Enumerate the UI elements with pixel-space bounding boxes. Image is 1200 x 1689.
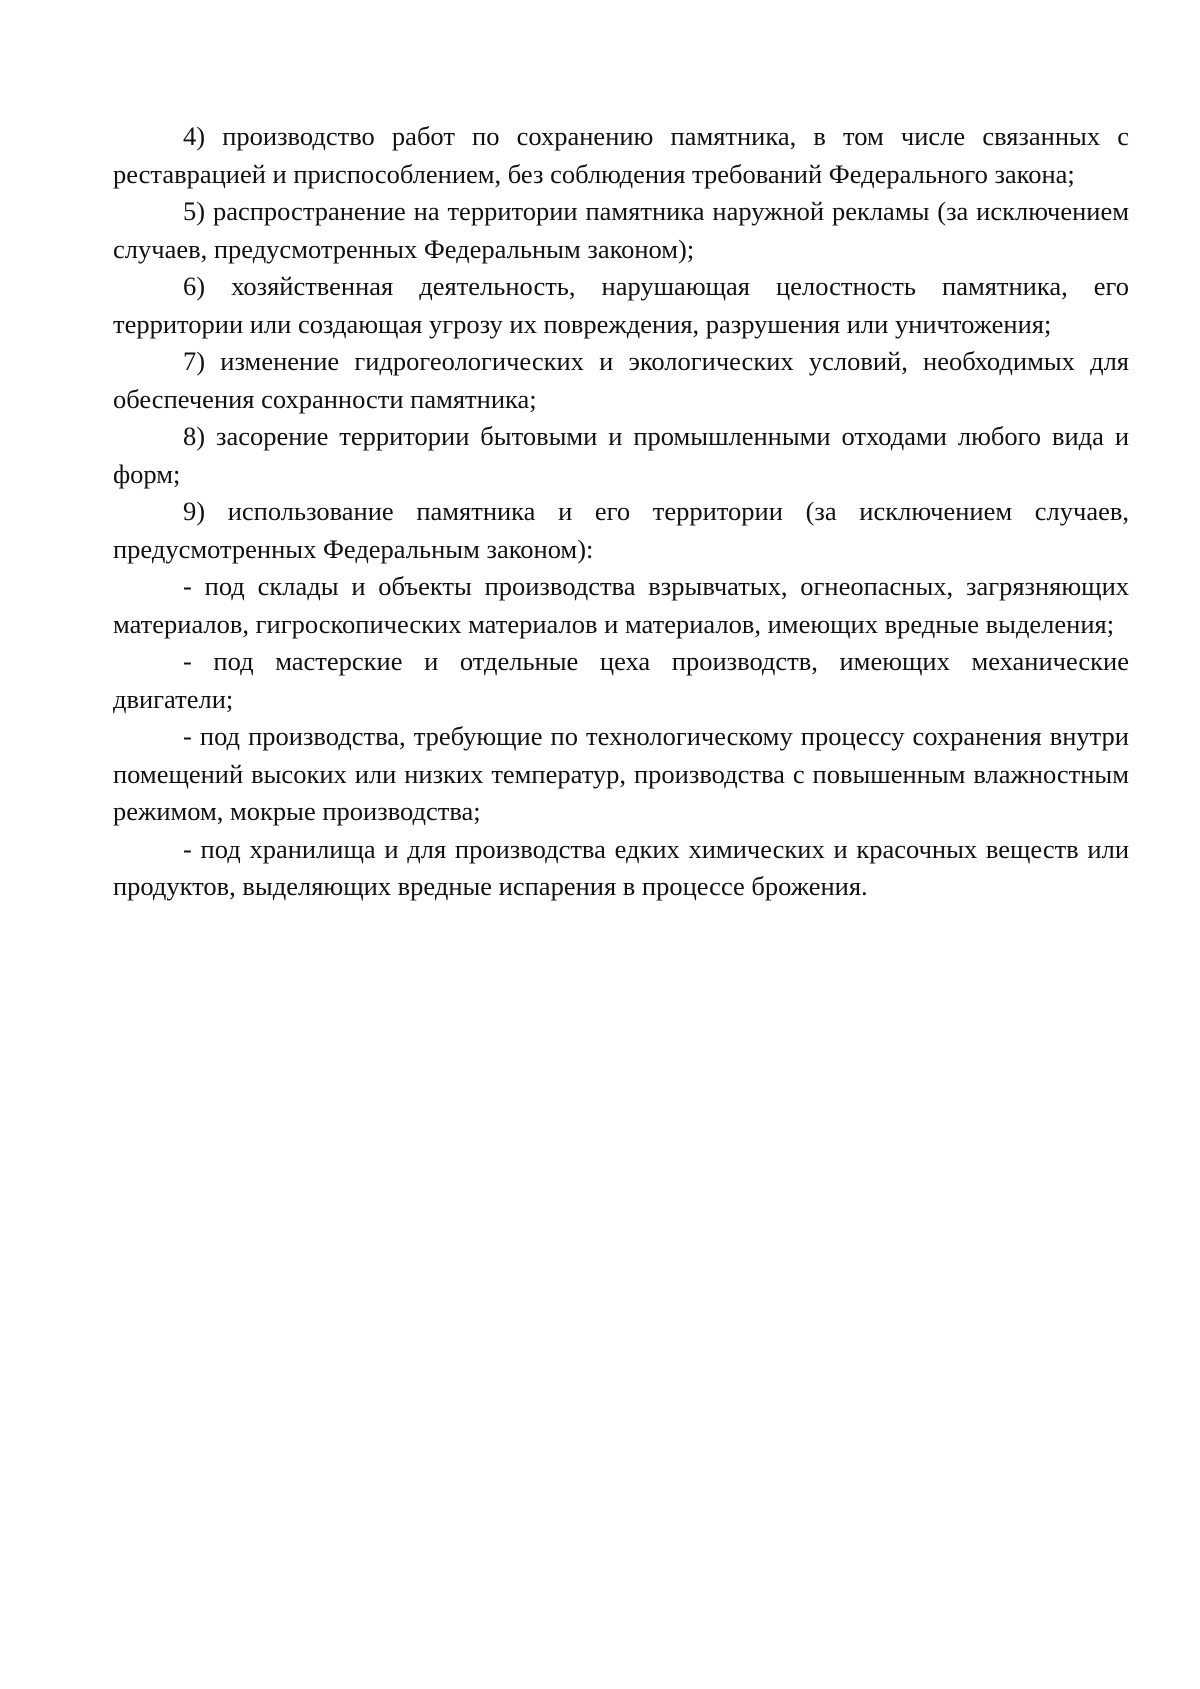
paragraph-item-5: 5) распространение на территории памятника наружной рекламы (за исключением случаев, предусмотренных Федеральным законом); [113,196,1129,264]
paragraph-item-6: 6) хозяйственная деятельность, нарушающая целостность памятника, его территории или создающая угрозу их повреждения, разрушения или уничтожения; [113,271,1129,339]
document-body [113,118,1129,906]
paragraph-item-9: 9) использование памятника и его территории (за исключением случаев, предусмотренных Федеральным законом): [113,496,1129,564]
paragraph-item-8: 8) засорение территории бытовыми и промышленными отходами любого вида и форм; [113,421,1129,489]
paragraph-subitem-chemicals: - под хранилища и для производства едких химических и красочных веществ или продуктов, выделяющих вредные испарения в процессе брожения. [113,833,1129,901]
paragraph-subitem-workshops: - под мастерские и отдельные цеха производств, имеющих механические двигатели; [113,646,1129,714]
paragraph-subitem-storage: - под склады и объекты производства взрывчатых, огнеопасных, загрязняющих материалов, гигроскопических материалов и материалов, имеющих вредные выделения; [113,571,1129,639]
paragraph-item-4: 4) производство работ по сохранению памятника, в том числе связанных с реставрацией и приспособлением, без соблюдения требований Федерального закона; [113,121,1129,189]
paragraph-subitem-productions: - под производства, требующие по технологическому процессу сохранения внутри помещений высоких или низких температур, производства с повышенным влажностным режимом, мокрые производства; [113,721,1129,826]
paragraph-item-7: 7) изменение гидрогеологических и экологических условий, необходимых для обеспечения сохранности памятника; [113,346,1129,414]
